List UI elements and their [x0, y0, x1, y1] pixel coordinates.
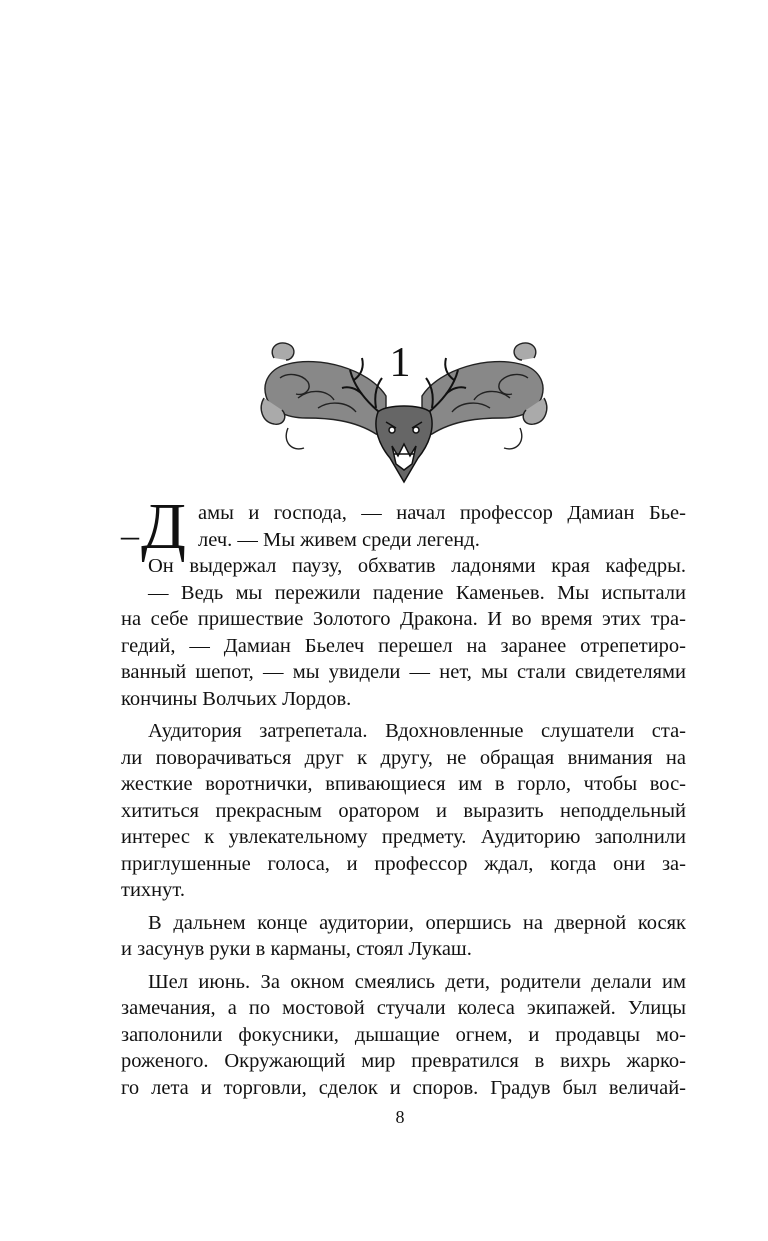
ornament-wolf-head: [376, 406, 432, 482]
text-line: Аудитория затрепетала. Вдохновленные слушатели ста-: [148, 720, 686, 742]
text-line: го лета и торговли, сделок и споров. Градув был величай-: [121, 1076, 686, 1099]
text-line: В дальнем конце аудитории, опершись на дверной косяк: [148, 911, 686, 934]
text-line: заполонили фокусники, дышащие огнем, и продавцы мо-: [121, 1023, 686, 1046]
text-line: жесткие воротнички, впивающиеся им в горло, чтобы вос-: [121, 773, 686, 795]
text-line: приглушенные голоса, и профессор ждал, когда они за-: [121, 852, 686, 875]
text-line: тихнут.: [121, 879, 185, 901]
text-line: Шел июнь. За окном смеялись дети, родители делали им: [148, 970, 686, 993]
text-line: гедий, — Дамиан Бьелеч перешел на заранее отрепетиро-: [121, 634, 686, 657]
text-line: — Ведь мы пережили падение Каменьев. Мы испытали: [148, 581, 686, 604]
drop-cap-dash: –: [121, 515, 139, 555]
text-line: ли поворачиваться друг к другу, не обращая внимания на: [121, 746, 686, 769]
text-line: замечания, а по мостовой стучали колеса экипажей. Улицы: [121, 997, 686, 1019]
text-line: амы и господа, — начал профессор Дамиан Бье-: [198, 502, 686, 524]
drop-cap-letter: Д: [141, 490, 187, 563]
text-line: роженого. Окружающий мир превратился в вихрь жарко-: [121, 1050, 686, 1072]
page-number: 8: [395, 1107, 405, 1127]
text-line: кончины Волчьих Лордов.: [121, 687, 352, 710]
drop-cap-block: [121, 490, 686, 563]
text-line: хититься прекрасным оратором и выразить неподдельный: [121, 799, 686, 822]
text-line: интерес к увлекательному предмету. Аудиторию заполнили: [121, 826, 686, 848]
text-line: ванный шепот, — мы увидели — нет, мы стали свидетелями: [121, 661, 686, 683]
body-text: [121, 490, 686, 1101]
text-line: и засунув руки в карманы, стоял Лукаш.: [121, 938, 472, 960]
text-line: леч. — Мы живем среди легенд.: [198, 528, 480, 551]
text-line: Он выдержал паузу, обхватив ладонями края кафедры.: [148, 555, 686, 577]
chapter-number: 1: [389, 340, 411, 386]
text-line: на себе пришествие Золотого Дракона. И во время этих тра-: [121, 608, 686, 630]
